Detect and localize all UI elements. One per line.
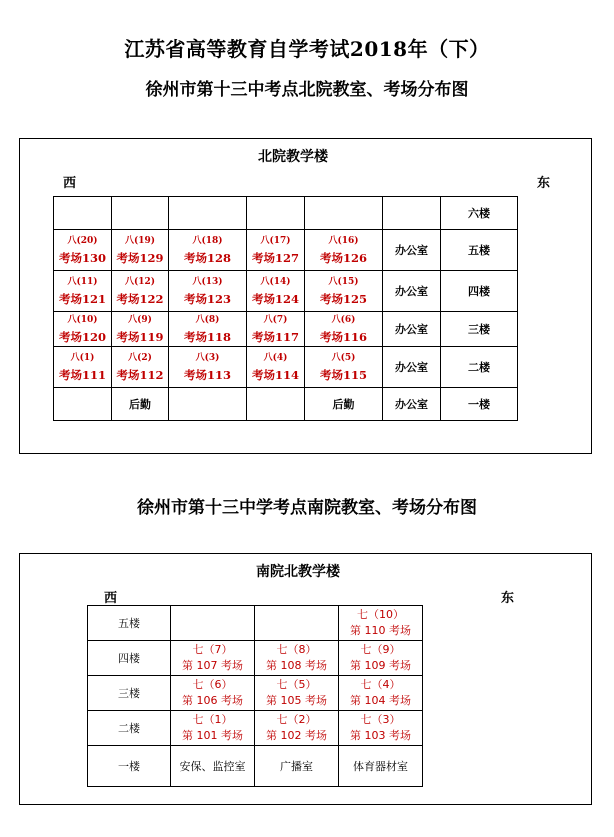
north-empty-cell [169, 388, 247, 421]
exam-room-label: 第 104 考场 [350, 694, 411, 707]
north-exam-room-cell [54, 312, 112, 347]
north-exam-room-cell [305, 312, 383, 347]
north-empty-cell [112, 197, 169, 230]
north-empty-cell [54, 388, 112, 421]
floor-label: 三楼 [88, 676, 171, 711]
north-exam-room-cell [247, 230, 305, 271]
north-exam-room-cell [169, 271, 247, 312]
exam-room-label: 考场119 [116, 330, 164, 344]
exam-room-label: 考场123 [183, 292, 231, 306]
exam-room-label: 考场130 [58, 251, 106, 265]
south-room-cell: 广播室 [255, 746, 339, 787]
north-exam-room-cell [112, 271, 169, 312]
floor-label: 一楼 [88, 746, 171, 787]
north-exam-room-cell [169, 230, 247, 271]
south-exam-room-cell [255, 641, 339, 676]
south-west-label: 西 [104, 591, 118, 606]
table-row [88, 641, 423, 676]
class-label: 八(14) [260, 277, 291, 287]
class-label: 八(2) [128, 353, 152, 363]
class-label: 八(12) [124, 277, 156, 287]
north-empty-cell [54, 197, 112, 230]
north-empty-cell [305, 197, 383, 230]
north-exam-room-cell [112, 230, 169, 271]
class-label: 七（10） [357, 608, 404, 621]
exam-room-label: 考场113 [183, 368, 231, 382]
south-exam-room-cell [339, 711, 423, 746]
class-label: 八(15) [328, 277, 359, 287]
north-exam-room-cell [169, 347, 247, 388]
exam-room-label: 考场129 [116, 251, 164, 265]
north-exam-room-cell [169, 312, 247, 347]
exam-room-label: 考场121 [58, 292, 106, 306]
floor-label: 六楼 [441, 197, 518, 230]
class-label: 八(10) [67, 315, 98, 325]
class-label: 八(16) [328, 236, 359, 246]
table-row [88, 746, 423, 787]
north-empty-cell [169, 197, 247, 230]
class-label: 八(8) [195, 315, 220, 325]
floor-label: 二楼 [441, 347, 518, 388]
class-label: 八(17) [260, 236, 291, 246]
class-label: 八(18) [192, 236, 223, 246]
class-label: 七（2） [276, 713, 317, 726]
south-east-label: 东 [501, 591, 515, 606]
south-exam-room-cell [339, 676, 423, 711]
north-east-label: 东 [537, 176, 551, 191]
exam-room-label: 第 106 考场 [182, 694, 243, 707]
class-label: 七（4） [360, 678, 401, 691]
exam-room-label: 第 102 考场 [266, 729, 327, 742]
class-label: 七（8） [276, 643, 317, 656]
floor-label: 四楼 [441, 271, 518, 312]
north-exam-room-cell [112, 347, 169, 388]
exam-room-label: 考场120 [58, 330, 106, 344]
exam-room-label: 第 107 考场 [182, 659, 243, 672]
north-empty-cell [247, 197, 305, 230]
exam-room-label: 考场118 [183, 330, 231, 344]
class-label: 八(9) [128, 315, 152, 325]
exam-room-label: 第 101 考场 [182, 729, 243, 742]
class-label: 八(19) [124, 236, 156, 246]
exam-room-label: 第 103 考场 [350, 729, 411, 742]
south-building-floor-table [87, 605, 423, 787]
office-cell [383, 197, 441, 230]
office-cell: 办公室 [383, 388, 441, 421]
south-empty-cell [255, 606, 339, 641]
class-label: 八(3) [195, 353, 220, 363]
class-label: 八(5) [331, 353, 356, 363]
exam-room-label: 考场117 [251, 330, 299, 344]
table-row [54, 230, 518, 271]
exam-room-label: 考场112 [116, 368, 164, 382]
table-row [54, 347, 518, 388]
floor-label: 五楼 [88, 606, 171, 641]
south-exam-room-cell [171, 641, 255, 676]
south-exam-room-cell [171, 711, 255, 746]
table-row [88, 711, 423, 746]
exam-room-label: 考场125 [319, 292, 367, 306]
exam-room-label: 考场127 [251, 251, 299, 265]
north-exam-room-cell [305, 347, 383, 388]
class-label: 七（5） [276, 678, 317, 691]
class-label: 七（3） [360, 713, 401, 726]
exam-room-label: 考场122 [116, 292, 164, 306]
north-exam-room-cell [54, 347, 112, 388]
exam-room-label: 第 108 考场 [266, 659, 327, 672]
exam-room-label: 第 109 考场 [350, 659, 411, 672]
class-label: 八(7) [263, 315, 288, 325]
class-label: 八(20) [67, 236, 98, 246]
north-map-title: 徐州市第十三中考点北院教室、考场分布图 [145, 80, 469, 100]
class-label: 八(1) [70, 353, 95, 363]
class-label: 八(13) [192, 277, 223, 287]
south-exam-room-cell [255, 676, 339, 711]
south-map-title: 徐州市第十三中学考点南院教室、考场分布图 [137, 498, 477, 518]
table-row [54, 388, 518, 421]
exam-room-label: 第 105 考场 [266, 694, 327, 707]
south-room-cell: 安保、监控室 [171, 746, 255, 787]
north-room-cell: 后勤 [305, 388, 383, 421]
class-label: 七（9） [360, 643, 401, 656]
exam-room-label: 考场124 [251, 292, 299, 306]
floor-label: 三楼 [441, 312, 518, 347]
class-label: 八(4) [263, 353, 288, 363]
south-building-label: 南院北教学楼 [256, 564, 340, 580]
north-room-cell: 后勤 [112, 388, 169, 421]
floor-label: 二楼 [88, 711, 171, 746]
class-label: 七（6） [192, 678, 233, 691]
table-row [54, 197, 518, 230]
class-label: 八(11) [67, 277, 98, 287]
exam-room-label: 考场115 [319, 368, 367, 382]
south-exam-room-cell [255, 711, 339, 746]
main-title: 江苏省高等教育自学考试2018年（下） [124, 37, 490, 61]
floor-label: 四楼 [88, 641, 171, 676]
exam-room-label: 考场126 [319, 251, 367, 265]
north-exam-room-cell [54, 230, 112, 271]
class-label: 七（7） [192, 643, 233, 656]
north-exam-room-cell [247, 347, 305, 388]
table-row [54, 271, 518, 312]
exam-room-label: 第 110 考场 [350, 624, 411, 637]
north-exam-room-cell [305, 230, 383, 271]
exam-room-label: 考场116 [319, 330, 367, 344]
floor-label: 五楼 [441, 230, 518, 271]
south-exam-room-cell [339, 641, 423, 676]
table-row [88, 676, 423, 711]
north-empty-cell [247, 388, 305, 421]
north-building-label: 北院教学楼 [258, 149, 328, 165]
class-label: 八(6) [331, 315, 356, 325]
office-cell: 办公室 [383, 271, 441, 312]
office-cell: 办公室 [383, 347, 441, 388]
south-exam-room-cell [339, 606, 423, 641]
office-cell: 办公室 [383, 312, 441, 347]
north-building-floor-table [53, 196, 518, 421]
north-exam-room-cell [305, 271, 383, 312]
north-exam-room-cell [54, 271, 112, 312]
north-exam-room-cell [112, 312, 169, 347]
south-exam-room-cell [171, 676, 255, 711]
exam-room-label: 考场114 [251, 368, 299, 382]
exam-room-label: 考场128 [183, 251, 231, 265]
north-west-label: 西 [63, 176, 77, 191]
north-exam-room-cell [247, 312, 305, 347]
floor-label: 一楼 [441, 388, 518, 421]
class-label: 七（1） [192, 713, 233, 726]
table-row [54, 312, 518, 347]
table-row [88, 606, 423, 641]
office-cell: 办公室 [383, 230, 441, 271]
north-exam-room-cell [247, 271, 305, 312]
exam-room-label: 考场111 [58, 368, 106, 382]
south-room-cell: 体育器材室 [339, 746, 423, 787]
south-empty-cell [171, 606, 255, 641]
